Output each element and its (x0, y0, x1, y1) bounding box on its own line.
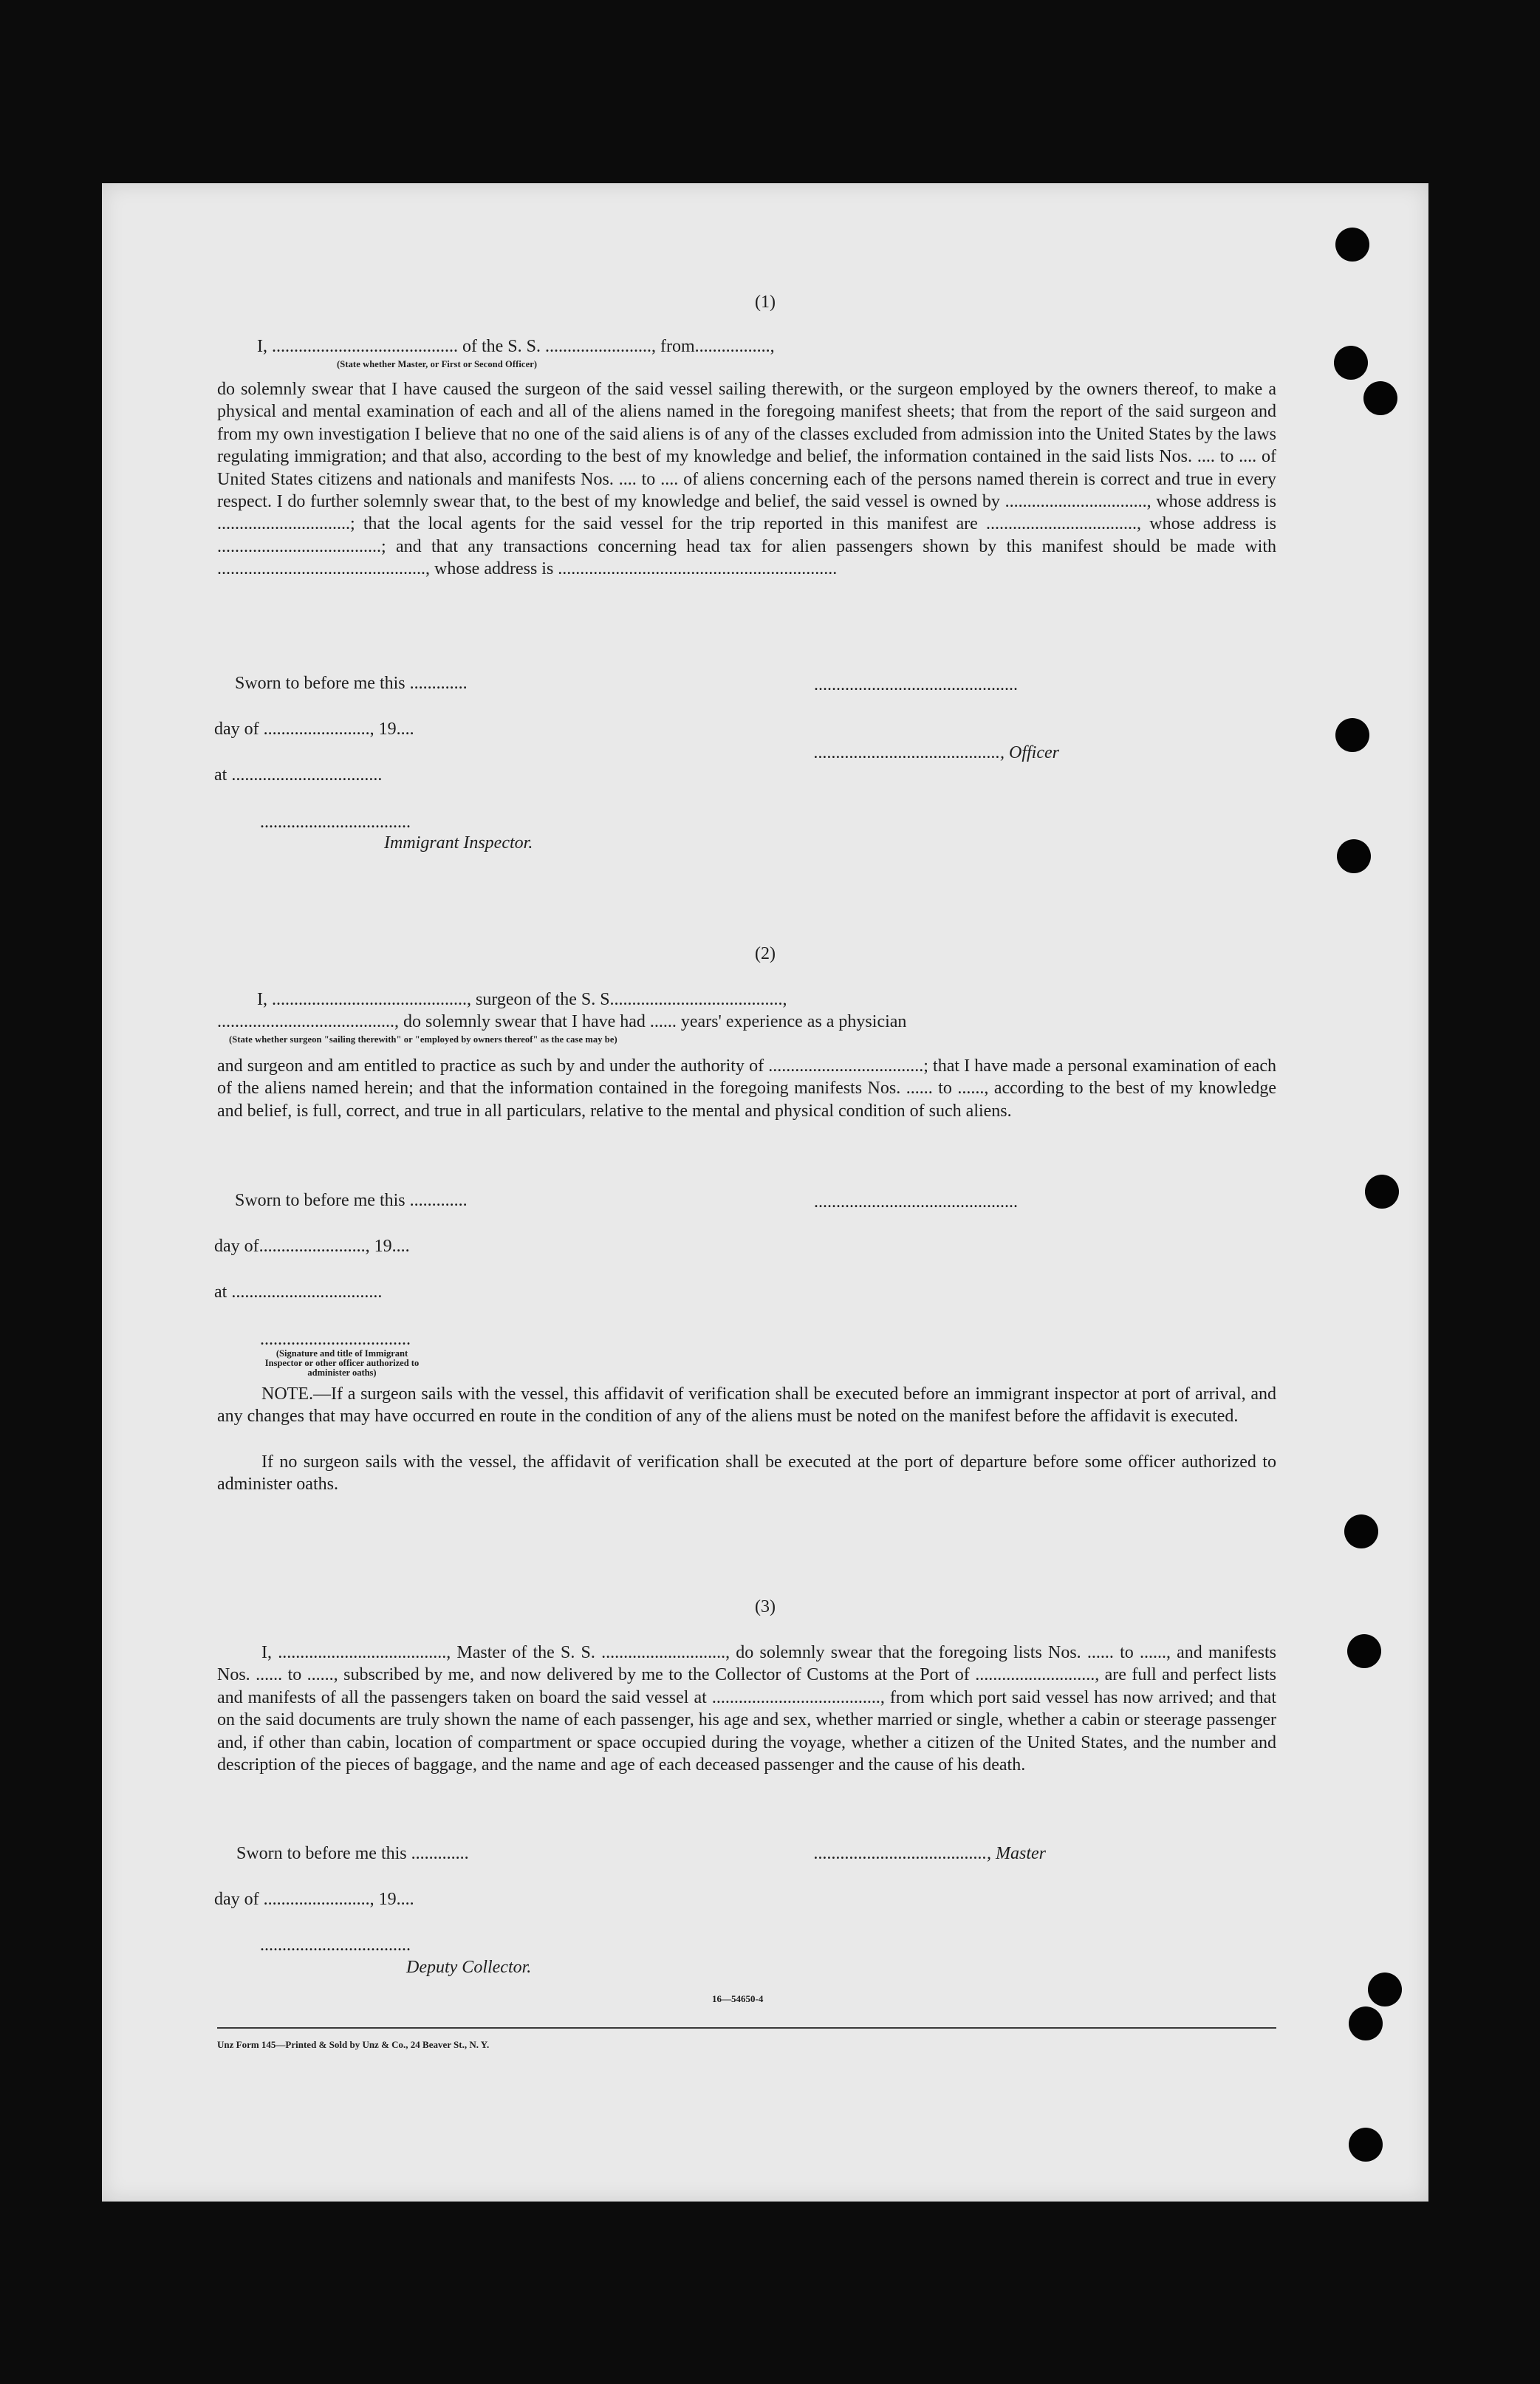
section-1-inspector-title: Immigrant Inspector. (384, 833, 533, 853)
footer-divider (217, 2027, 1276, 2029)
section-1-number: (1) (755, 293, 776, 312)
form-code: 16—54650-4 (712, 1993, 764, 2004)
section-1-inspector-signature-line: .................................. (260, 813, 411, 832)
section-2-day-line: day of........................, 19.... (214, 1237, 410, 1256)
section-2-signature-note: (Signature and title of Immigrant Inspector or other officer authorized to administer oaths) (264, 1348, 420, 1378)
punch-hole (1344, 1514, 1378, 1548)
printer-credit: Unz Form 145—Printed & Sold by Unz & Co., 24 Beaver St., N. Y. (217, 2039, 490, 2050)
section-3-master-signature: ......................................., Master (814, 1844, 1046, 1863)
section-2-inspector-signature-line: .................................. (260, 1330, 411, 1349)
section-1-officer-note: (State whether Master, or First or Second Officer) (337, 359, 538, 369)
section-2-oath-body: and surgeon and am entitled to practice as such by and under the authority of ...................................; that I have made a personal examination of each of the aliens named herein; and that the information contained in the foregoing manifests Nos. ...... to ......, according to the best of my knowledge and belief, is full, correct, and true in all particulars, relative to the mental and physical condition of such aliens. (217, 1056, 1276, 1121)
section-1-signature-line: .............................................. (814, 675, 1018, 694)
punch-hole (1365, 1175, 1399, 1209)
section-2-surgeon-note: (State whether surgeon "sailing therewith" or "employed by owners thereof" as the case may be) (229, 1034, 617, 1045)
section-2-note-continued: If no surgeon sails with the vessel, the affidavit of verification shall be executed at the port of departure before some officer authorized to administer oaths. (217, 1452, 1276, 1495)
punch-hole (1347, 1634, 1381, 1668)
section-3-oath-body: I, ......................................, Master of the S. S. ............................, do solemnly swear that the foregoing lists Nos. ...... to ......, and manifests Nos. ...... to ......, subscribed by me, and now delivered by me to the Collector of Customs at the Port of ..........................., are full and perfect lists and manifests of all the passengers taken on board the said vessel at ......................................, from which port said vessel has now arrived; and that on the said documents are truly shown the name of each passenger, his age and sex, whether married or single, whether a cabin or steerage passenger and, if other than cabin, location of compartment or space occupied during the voyage, whether a citizen of the United States, and the number and description of the pieces of baggage, and the name and age of each deceased passenger and the cause of his death. (217, 1643, 1276, 1775)
section-3-collector-title: Deputy Collector. (406, 1958, 532, 1977)
section-2-surgeon-line: I, ............................................, surgeon of the S. S......................................., (257, 990, 787, 1009)
section-1-oath-line: I, .......................................... of the S. S. ........................, from................., (257, 337, 775, 356)
section-1-oath-body: do solemnly swear that I have caused the surgeon of the said vessel sailing therewith, or the surgeon employed by the owners thereof, to make a physical and mental examination of each and all of the aliens named in the foregoing manifest sheets; that from the report of the said surgeon and from my own investigation I believe that no one of the said aliens is of any of the classes excluded from admission into the United States by the laws regulating immigration; and that also, according to the best of my knowledge and belief, the information contained in the said lists Nos. .... to .... of United States citizens and nationals and manifests Nos. .... to .... of aliens concerning each of the persons named therein is correct and true in every respect. I do further solemnly swear that, to the best of my knowledge and belief, the said vessel is owned by ................................, whose address is ..............................; that the local agents for the said vessel for the trip reported in this manifest are .................................., whose address is .....................................; and that any transactions concerning head tax for alien passengers shown by this manifest should be made with ..............................................., whose address is ............................................................... (217, 380, 1276, 579)
punch-hole (1335, 228, 1369, 262)
punch-hole (1335, 718, 1369, 752)
section-2-number: (2) (755, 944, 776, 963)
section-2-sworn-line: Sworn to before me this ............. (235, 1191, 468, 1210)
section-3-sworn-line: Sworn to before me this ............. (236, 1844, 469, 1863)
section-2-signature-line: .............................................. (814, 1192, 1018, 1212)
section-3-collector-signature-line: .................................. (260, 1936, 411, 1955)
section-2-at-line: at .................................. (214, 1282, 383, 1302)
manifest-form-page (102, 183, 1428, 2202)
section-3-number: (3) (755, 1597, 776, 1616)
section-1-at-line: at .................................. (214, 765, 383, 785)
section-2-experience-line: ........................................, do solemnly swear that I have had ...... years' experience as a physician (217, 1012, 907, 1031)
section-1-day-line: day of ........................, 19.... (214, 720, 414, 739)
section-1-officer-signature: .........................................., Officer (814, 743, 1059, 762)
punch-hole (1349, 2006, 1383, 2040)
section-2-note: NOTE.—If a surgeon sails with the vessel, this affidavit of verification shall be executed before an immigrant inspector at port of arrival, and any changes that may have occurred en route in the condition of any of the aliens must be noted on the manifest before the affidavit is executed. (217, 1384, 1276, 1427)
punch-hole (1337, 839, 1371, 873)
section-1-sworn-line: Sworn to before me this ............. (235, 674, 468, 693)
punch-hole (1334, 346, 1368, 380)
section-3-day-line: day of ........................, 19.... (214, 1890, 414, 1909)
punch-hole (1363, 381, 1397, 415)
punch-hole (1349, 2128, 1383, 2162)
punch-hole (1368, 1973, 1402, 2006)
